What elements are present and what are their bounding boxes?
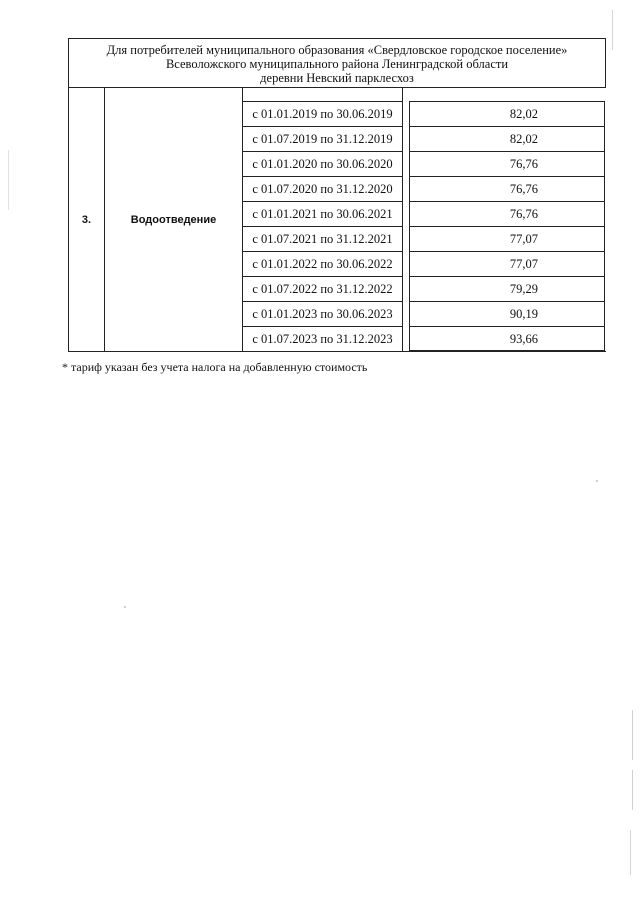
table-row [243,276,607,301]
table-row [243,101,607,126]
tariff-table [68,88,606,352]
period-cell: с 01.01.2022 по 30.06.2022 [243,251,403,276]
period-cell: с 01.07.2022 по 31.12.2022 [243,276,403,301]
table-row [243,126,607,151]
period-cell: с 01.01.2020 по 30.06.2020 [243,151,403,176]
table-row [243,88,607,101]
period-cell: с 01.01.2019 по 30.06.2019 [243,101,403,126]
table-row [243,226,607,251]
table-row [243,301,607,326]
table-row [243,151,607,176]
period-cell: с 01.07.2021 по 31.12.2021 [243,226,403,251]
scan-artifact [632,710,633,760]
period-cell: с 01.01.2023 по 30.06.2023 [243,301,403,326]
period-cell [243,88,403,101]
scan-artifact [632,770,633,810]
value-cell: 93,66 [409,326,605,351]
value-cell: 82,02 [409,126,605,151]
row-number: 3. [69,88,105,351]
header-line-3: деревни Невский парклесхоз [260,71,414,85]
header-line-2: Всеволожского муниципального района Ленинградской области [165,57,509,71]
table-header [68,38,606,88]
value-cell: 77,07 [409,226,605,251]
footnote: * тариф указан без учета налога на добавленную стоимость [62,360,368,374]
service-name: Водоотведение [105,88,243,351]
period-cell: с 01.07.2020 по 31.12.2020 [243,176,403,201]
table-row [243,176,607,201]
period-cell: с 01.01.2021 по 30.06.2021 [243,201,403,226]
header-line-1: Для потребителей муниципального образования «Свердловское городское поселение» [106,43,568,57]
scan-artifact [124,606,126,608]
table-row [243,201,607,226]
tariff-rows [243,88,607,351]
value-cell: 90,19 [409,301,605,326]
table-row [243,251,607,276]
value-cell [409,88,605,101]
period-cell: с 01.07.2019 по 31.12.2019 [243,126,403,151]
value-cell: 82,02 [409,101,605,126]
scan-artifact [596,480,598,482]
value-cell: 76,76 [409,201,605,226]
table-row [243,326,607,351]
period-cell: с 01.07.2023 по 31.12.2023 [243,326,403,351]
value-cell: 76,76 [409,151,605,176]
value-cell: 77,07 [409,251,605,276]
value-cell: 76,76 [409,176,605,201]
value-cell: 79,29 [409,276,605,301]
scan-artifact [612,10,613,50]
scan-artifact [630,830,631,875]
scan-artifact [8,150,9,210]
